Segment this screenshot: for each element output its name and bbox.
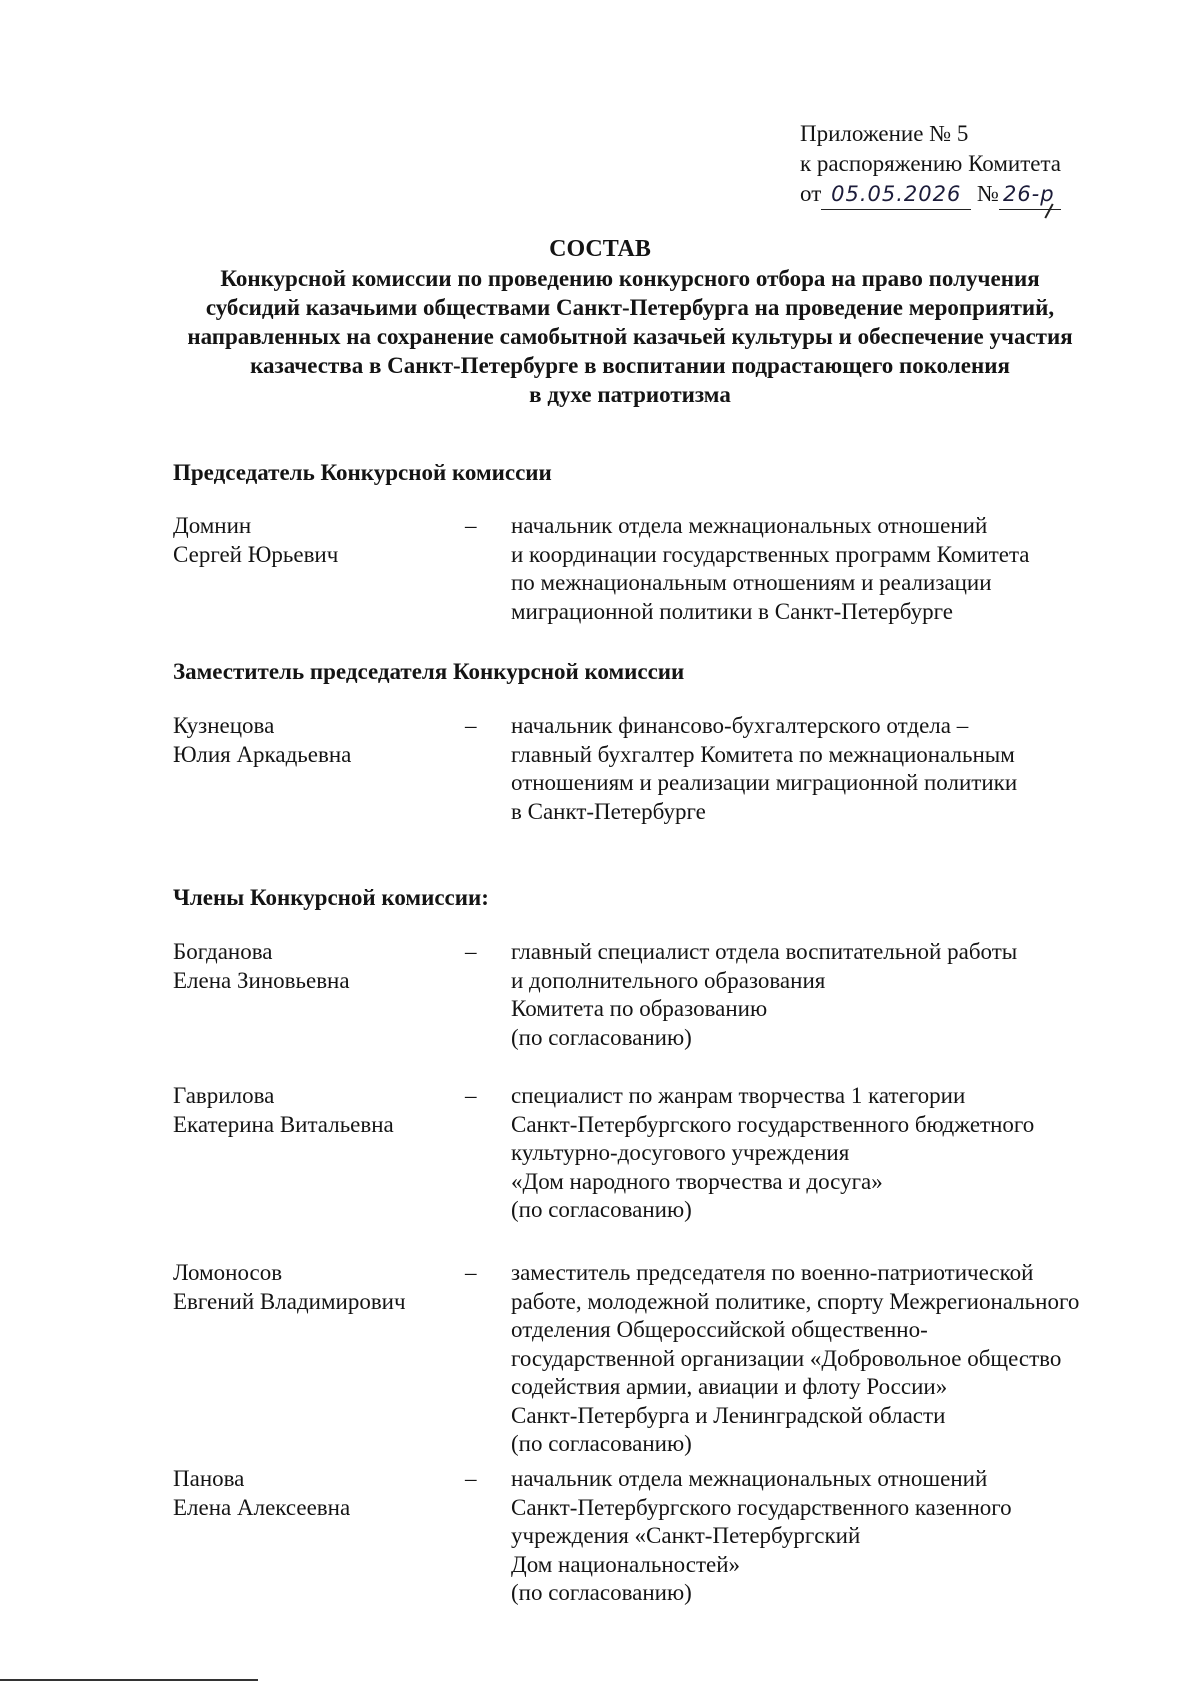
member-position xyxy=(511,512,1131,626)
position-line: в Санкт-Петербурге xyxy=(511,798,706,824)
subtitle-line: в духе патриотизма xyxy=(529,382,731,407)
position-line: культурно-досугового учреждения xyxy=(511,1140,850,1165)
position-line: Санкт-Петербурга и Ленинградской области xyxy=(511,1402,946,1428)
member-surname: Домнин xyxy=(173,513,252,538)
document-title: СОСТАВ xyxy=(549,236,651,262)
member-dash: – xyxy=(465,1466,477,1491)
member-surname: Богданова xyxy=(173,939,273,964)
position-line: государственной организации «Добровольное общество xyxy=(511,1345,1062,1371)
member-position xyxy=(511,1082,1131,1225)
member-given-names: Евгений Владимирович xyxy=(173,1288,406,1314)
member-dash: – xyxy=(465,513,477,538)
member-name xyxy=(173,712,443,769)
position-line: Комитета по образованию xyxy=(511,996,768,1021)
date-prefix: от xyxy=(800,181,822,206)
position-line: и координации государственных программ Комитета xyxy=(511,541,1030,567)
position-line: учреждения «Санкт-Петербургский xyxy=(511,1523,861,1548)
position-line: (по согласованию) xyxy=(511,1431,692,1456)
position-line: начальник отдела межнациональных отношений xyxy=(511,513,988,538)
position-line: начальник отдела межнациональных отношений xyxy=(511,1466,988,1491)
appendix-order-ref: к распоряжению Комитета xyxy=(800,151,1061,176)
member-position xyxy=(511,1465,1131,1608)
member-given-names: Елена Зиновьевна xyxy=(173,967,350,993)
footnote-rule xyxy=(0,1679,258,1681)
number-prefix: № xyxy=(977,181,999,206)
member-name xyxy=(173,938,443,995)
member-name xyxy=(173,1259,443,1316)
position-line: работе, молодежной политике, спорту Межрегионального xyxy=(511,1288,1080,1314)
subtitle-line: субсидий казачьими обществами Санкт-Петербурга на проведение мероприятий, xyxy=(205,295,1055,320)
member-name xyxy=(173,1465,443,1522)
appendix-date-line xyxy=(800,179,1061,210)
position-line: (по согласованию) xyxy=(511,1580,692,1605)
section-heading-members: Члены Конкурсной комиссии: xyxy=(173,885,489,910)
handwritten-date: 05.05.2026 xyxy=(821,179,971,210)
position-line: (по согласованию) xyxy=(511,1024,692,1050)
position-line: (по согласованию) xyxy=(511,1197,692,1222)
appendix-header xyxy=(800,119,1061,210)
position-line: специалист по жанрам творчества 1 категории xyxy=(511,1083,966,1108)
subtitle-line: направленных на сохранение самобытной казачьей культуры и обеспечение участия xyxy=(187,324,1073,349)
position-line: миграционной политики в Санкт-Петербурге xyxy=(511,598,953,624)
position-line: отделения Общероссийской общественно- xyxy=(511,1317,928,1342)
position-line: Дом национальностей» xyxy=(511,1551,741,1577)
member-dash: – xyxy=(465,939,477,964)
member-dash: – xyxy=(465,1260,477,1285)
member-surname: Гаврилова xyxy=(173,1083,275,1108)
position-line: содействия армии, авиации и флоту России» xyxy=(511,1374,948,1399)
member-name xyxy=(173,1082,443,1139)
subtitle-line: казачества в Санкт-Петербурге в воспитании подрастающего поколения xyxy=(250,353,1010,378)
member-name xyxy=(173,512,443,569)
subtitle-line: Конкурсной комиссии по проведению конкурсного отбора на право получения xyxy=(220,266,1040,291)
position-line: Санкт-Петербургского государственного бюджетного xyxy=(511,1111,1035,1137)
position-line: Санкт-Петербургского государственного казенного xyxy=(511,1494,1012,1520)
member-position xyxy=(511,1259,1131,1459)
position-line: начальник финансово-бухгалтерского отдела – xyxy=(511,713,969,738)
member-surname: Ломоносов xyxy=(173,1260,283,1285)
section-heading-deputy: Заместитель председателя Конкурсной комиссии xyxy=(173,659,685,684)
position-line: по межнациональным отношениям и реализации xyxy=(511,570,992,595)
member-given-names: Елена Алексеевна xyxy=(173,1494,351,1520)
member-position xyxy=(511,712,1131,826)
position-line: главный специалист отдела воспитательной работы xyxy=(511,939,1018,964)
member-given-names: Сергей Юрьевич xyxy=(173,541,339,567)
member-surname: Панова xyxy=(173,1466,245,1491)
member-given-names: Екатерина Витальевна xyxy=(173,1111,394,1137)
member-dash: – xyxy=(465,713,477,738)
member-surname: Кузнецова xyxy=(173,713,275,738)
position-line: и дополнительного образования xyxy=(511,967,826,993)
position-line: заместитель председателя по военно-патриотической xyxy=(511,1260,1034,1285)
section-heading-chairman: Председатель Конкурсной комиссии xyxy=(173,460,552,485)
position-line: отношениям и реализации миграционной политики xyxy=(511,770,1018,795)
document-subtitle xyxy=(150,264,1110,409)
appendix-number: Приложение № 5 xyxy=(800,121,969,146)
member-dash: – xyxy=(465,1083,477,1108)
position-line: главный бухгалтер Комитета по межнациональным xyxy=(511,741,1015,767)
position-line: «Дом народного творчества и досуга» xyxy=(511,1168,883,1194)
handwritten-number: 26-р xyxy=(999,179,1061,210)
member-position xyxy=(511,938,1131,1052)
member-given-names: Юлия Аркадьевна xyxy=(173,741,352,767)
